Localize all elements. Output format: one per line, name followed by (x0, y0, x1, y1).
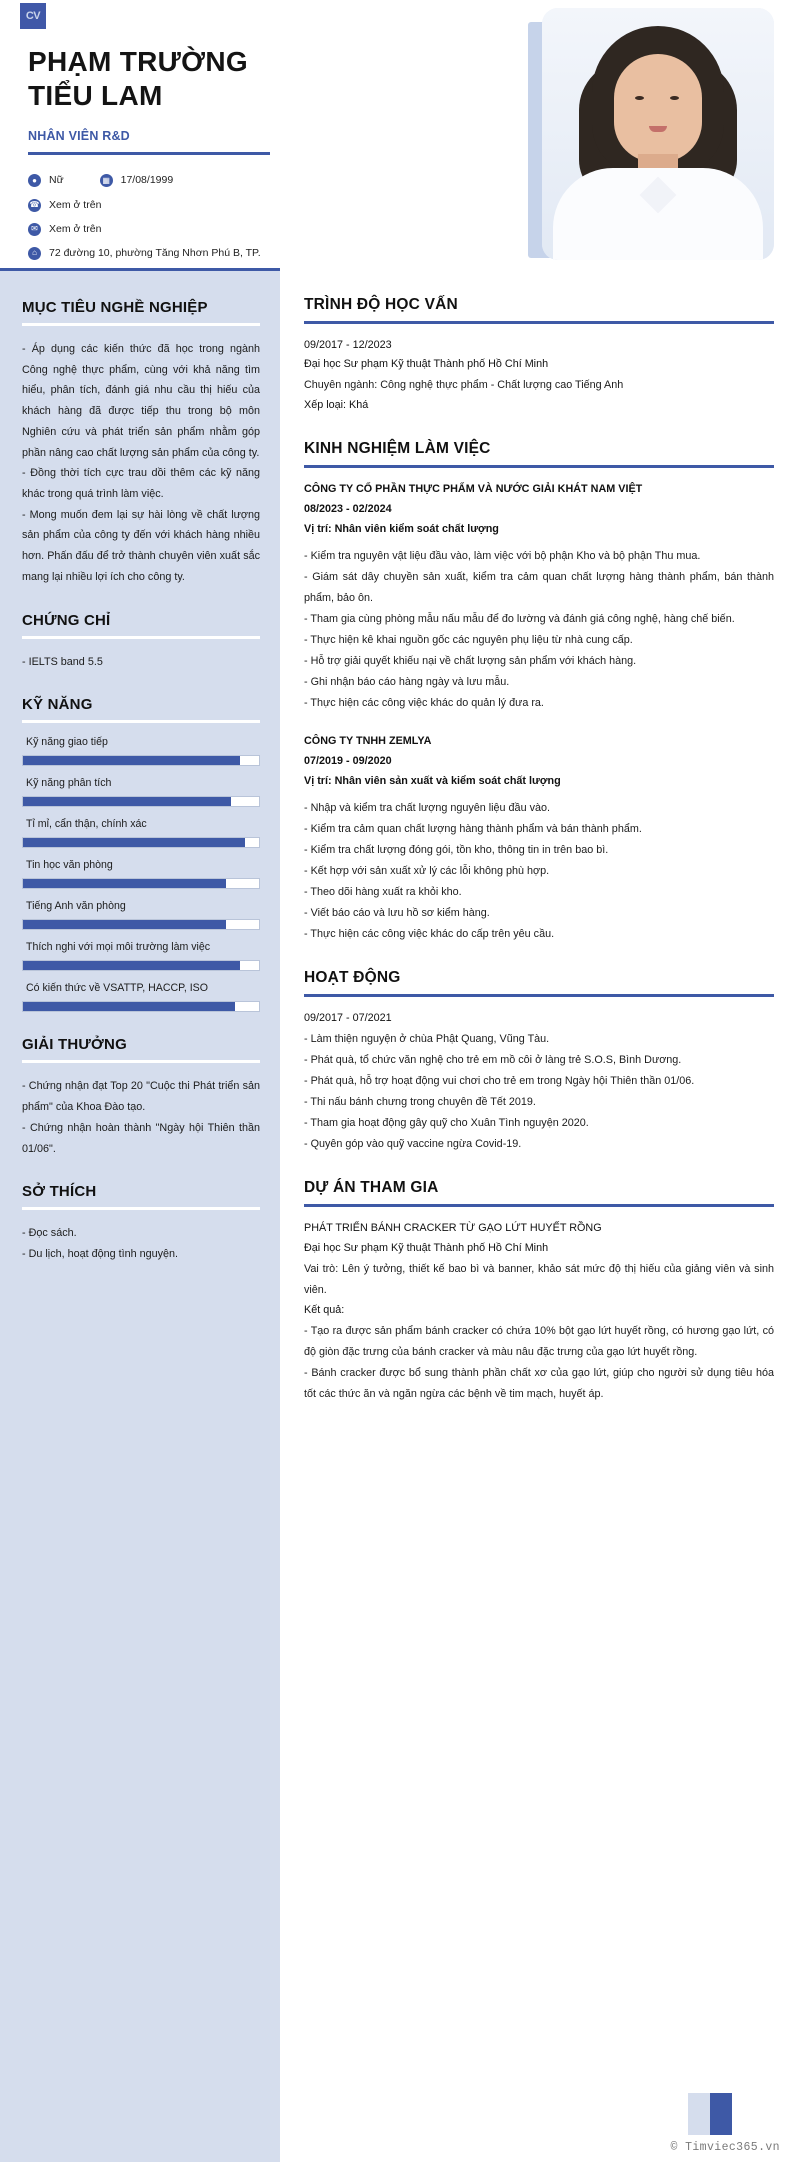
skill-item (22, 818, 260, 848)
contact-email: Xem ở trên (49, 222, 102, 235)
activity-item: - Phát quà, hỗ trợ hoạt động vui chơi cho trẻ em trong Ngày hội Thiên thần 01/06. (304, 1075, 695, 1088)
home-icon: ⌂ (28, 247, 41, 260)
activity-item: - Thi nấu bánh chưng trong chuyên đề Tết 2019. (304, 1096, 536, 1109)
header-divider (28, 152, 270, 155)
skill-label: Tỉ mỉ, cẩn thận, chính xác (26, 818, 147, 831)
job-duty: - Thực hiện các công việc khác do quản lý đưa ra. (304, 697, 544, 710)
section-activities (304, 969, 774, 1155)
skills-heading: KỸ NĂNG (22, 696, 93, 714)
skill-item (22, 736, 260, 766)
education-school: Đại học Sư phạm Kỹ thuật Thành phố Hồ Chí Minh (304, 358, 549, 371)
job-duty: - Hỗ trợ giải quyết khiếu nại về chất lượng sản phẩm với khách hàng. (304, 655, 637, 668)
job-duty: - Kiểm tra nguyên vật liệu đầu vào, làm việc với bộ phận Kho và bộ phận Thu mua. (304, 549, 701, 562)
section-awards (22, 1036, 260, 1159)
section-experience (304, 440, 774, 945)
avatar (542, 8, 774, 260)
calendar-icon: ▦ (100, 174, 113, 187)
job-position-label: Vị trí: (304, 522, 332, 535)
cv-header (0, 0, 800, 268)
job-duty: - Thực hiện kê khai nguồn gốc các nguyên phụ liệu từ nhà cung cấp. (304, 634, 633, 647)
skill-bar-fill (23, 961, 240, 970)
job-duty: - Giám sát dây chuyền sản xuất, kiểm tra cảm quan chất lượng hàng thành phẩm, bán thành phẩm, bảo ôn. (304, 570, 774, 604)
skill-bar-fill (23, 879, 226, 888)
certificate-heading: CHỨNG CHỈ (22, 611, 111, 629)
skill-bar (22, 796, 260, 807)
experience-job (304, 480, 774, 714)
activities-rule (304, 994, 774, 997)
skill-bar (22, 755, 260, 766)
job-position (304, 772, 774, 792)
award-item: - Chứng nhận hoàn thành "Ngày hội Thiên thần 01/06". (22, 1121, 260, 1155)
projects-rule (304, 1204, 774, 1207)
objective-rule (22, 323, 260, 326)
education-heading: TRÌNH ĐỘ HỌC VẤN (304, 296, 458, 313)
skill-item (22, 777, 260, 807)
section-objective (22, 299, 260, 588)
job-period: 08/2023 - 02/2024 (304, 502, 392, 515)
job-duty: - Kết hợp với sản xuất xử lý các lỗi không phù hợp. (304, 865, 550, 878)
section-projects (304, 1179, 774, 1405)
project-result: - Bánh cracker được bổ sung thành phần chất xơ của gạo lứt, giúp cho người sử dụng tiêu hóa tốt các thức ăn và ngăn ngừa các bệnh về tim mạch, huyết áp. (304, 1366, 774, 1400)
job-company: CÔNG TY CỔ PHẦN THỰC PHẨM VÀ NƯỚC GIẢI KHÁT NAM VIỆT (304, 482, 643, 495)
footer-block-dark (710, 2093, 732, 2135)
envelope-icon: ✉ (28, 223, 41, 236)
section-hobbies (22, 1183, 260, 1264)
project-title: PHÁT TRIỂN BÁNH CRACKER TỪ GẠO LỨT HUYẾT RỒNG (304, 1221, 602, 1234)
projects-heading: DỰ ÁN THAM GIA (304, 1179, 439, 1197)
contact-address-line1: 72 đường 10, phường Tăng Nhơn Phú B, TP. (49, 246, 261, 259)
job-duty: - Kiểm tra cảm quan chất lượng hàng thành phẩm và bán thành phẩm. (304, 823, 642, 836)
section-certificate (22, 612, 260, 673)
objective-paragraph: - Mong muốn đem lại sự hài lòng về chất lượng sản phẩm của công ty đến với khách hàng nhiều hơn. Phấn đấu để trở thành chuyên viên xuất sắc mang lại nhiều lợi ích cho công ty. (22, 508, 260, 583)
job-period: 07/2019 - 09/2020 (304, 755, 392, 768)
education-rule (304, 321, 774, 324)
job-position-value: Nhân viên kiểm soát chất lượng (334, 522, 499, 535)
skill-item (22, 859, 260, 889)
activity-item: - Quyên góp vào quỹ vaccine ngừa Covid-19. (304, 1138, 522, 1151)
job-duty: - Nhập và kiểm tra chất lượng nguyên liệu đầu vào. (304, 802, 550, 815)
job-position-value: Nhân viên sản xuất và kiểm soát chất lượng (334, 775, 561, 788)
certificate-item: - IELTS band 5.5 (22, 655, 103, 668)
section-education (304, 296, 774, 416)
footer-block-light (688, 2093, 710, 2135)
job-duty: - Thực hiện các công việc khác do cấp trên yêu cầu. (304, 928, 555, 941)
skill-bar (22, 1001, 260, 1012)
job-duty: - Theo dõi hàng xuất ra khỏi kho. (304, 886, 462, 899)
project-result: - Tạo ra được sản phẩm bánh cracker có chứa 10% bột gạo lứt huyết rồng, có hương gạo lứt, có độ giòn đặc trưng của bánh cracker và màu nâu đặc trưng của gạo lứt huyết rồng. (304, 1324, 774, 1358)
activity-item: - Phát quà, tổ chức văn nghệ cho trẻ em mồ côi ở làng trẻ S.O.S, Bình Dương. (304, 1053, 682, 1066)
job-duty: - Ghi nhận báo cáo hàng ngày và lưu mẫu. (304, 676, 510, 689)
photo-eye-left (635, 96, 644, 100)
skill-bar (22, 960, 260, 971)
awards-heading: GIẢI THƯỞNG (22, 1036, 127, 1054)
skill-label: Kỹ năng phân tích (26, 777, 112, 790)
phone-icon: ☎ (28, 199, 41, 212)
right-content (280, 268, 800, 1453)
footer-decoration (688, 2093, 732, 2135)
section-skills (22, 696, 260, 1012)
objective-paragraph: - Đồng thời tích cực trau dồi thêm các kỹ năng khác trong quá trình làm việc. (22, 467, 260, 501)
skill-bar-fill (23, 797, 231, 806)
person-icon: ● (28, 174, 41, 187)
activity-item: - Làm thiện nguyện ở chùa Phật Quang, Vũng Tàu. (304, 1032, 550, 1045)
project-result-label: Kết quả: (304, 1303, 345, 1316)
certificate-rule (22, 636, 260, 639)
hobby-item: - Đọc sách. (22, 1227, 77, 1240)
skill-label: Kỹ năng giao tiếp (26, 736, 108, 749)
photo-eye-right (670, 96, 679, 100)
contact-phone: Xem ở trên (49, 198, 102, 211)
experience-rule (304, 465, 774, 468)
objective-heading: MỤC TIÊU NGHỀ NGHIỆP (22, 299, 208, 316)
activity-item: - Tham gia hoạt động gây quỹ cho Xuân Tình nguyện 2020. (304, 1117, 589, 1130)
skills-rule (22, 720, 260, 723)
activities-period: 09/2017 - 07/2021 (304, 1011, 392, 1024)
experience-heading: KINH NGHIỆM LÀM VIỆC (304, 440, 491, 458)
award-item: - Chứng nhận đạt Top 20 "Cuộc thi Phát triển sản phẩm" của Khoa Đào tạo. (22, 1080, 260, 1114)
skill-bar (22, 919, 260, 930)
job-company: CÔNG TY TNHH ZEMLYA (304, 735, 432, 748)
cv-body (0, 268, 800, 2162)
skill-bar (22, 837, 260, 848)
hobby-item: - Du lịch, hoạt động tình nguyện. (22, 1247, 179, 1260)
cv-logo-badge: CV (20, 3, 46, 29)
hobbies-heading: SỞ THÍCH (22, 1183, 97, 1201)
skill-bar-fill (23, 1002, 235, 1011)
skill-item (22, 900, 260, 930)
project-school: Đại học Sư phạm Kỹ thuật Thành phố Hồ Chí Minh (304, 1241, 549, 1254)
awards-rule (22, 1060, 260, 1063)
footer-copyright: © Timviec365.vn (670, 2141, 780, 2154)
job-duty: - Tham gia cùng phòng mẫu nấu mẫu để đo lường và đánh giá công nghệ, hàng chế biến. (304, 613, 735, 625)
job-role: NHÂN VIÊN R&D (28, 129, 130, 144)
job-duty: - Viết báo cáo và lưu hồ sơ kiểm hàng. (304, 907, 490, 920)
job-duty: - Kiểm tra chất lượng đóng gói, tồn kho, thông tin in trên bao bì. (304, 844, 609, 857)
contact-gender: Nữ (49, 174, 64, 187)
skill-item (22, 941, 260, 971)
activities-heading: HOẠT ĐỘNG (304, 969, 401, 987)
skill-bar-fill (23, 920, 226, 929)
skill-bar-fill (23, 838, 245, 847)
profile-photo-frame (542, 8, 774, 260)
skill-bar (22, 878, 260, 889)
education-grade: Xếp loại: Khá (304, 399, 369, 412)
education-major: Chuyên ngành: Công nghệ thực phẩm - Chất lượng cao Tiếng Anh (304, 379, 624, 392)
left-sidebar (0, 268, 280, 2162)
cv-footer (670, 2093, 780, 2154)
skill-label: Tin học văn phòng (26, 859, 113, 872)
skill-item (22, 982, 260, 1012)
skill-bar-fill (23, 756, 240, 765)
skill-label: Thích nghi với mọi môi trường làm việc (26, 941, 211, 954)
photo-face (614, 54, 702, 162)
hobbies-rule (22, 1207, 260, 1210)
skill-label: Có kiến thức về VSATTP, HACCP, ISO (26, 982, 208, 995)
job-position-label: Vị trí: (304, 775, 332, 788)
project-role: Vai trò: Lên ý tưởng, thiết kế bao bì và banner, khảo sát mức độ thị hiếu của giảng viên và sinh viên. (304, 1262, 774, 1296)
skill-label: Tiếng Anh văn phòng (26, 900, 126, 913)
education-period: 09/2017 - 12/2023 (304, 338, 392, 351)
experience-job (304, 732, 774, 945)
contact-birthday: 17/08/1999 (120, 174, 174, 187)
objective-paragraph: - Áp dụng các kiến thức đã học trong ngành Công nghệ thực phẩm, cùng với khả năng tìm hiểu, phân tích, đánh giá nhu cầu thị hiếu của khách hàng đã được tiếp thu trong bộ môn Nghiên cứu và phát triển sản phẩm nhằm góp phần nâng cao chất lượng sản phẩm của công ty. (22, 343, 260, 459)
page-title: PHẠM TRƯỜNG TIỂU LAM (28, 46, 248, 112)
job-position (304, 520, 774, 540)
